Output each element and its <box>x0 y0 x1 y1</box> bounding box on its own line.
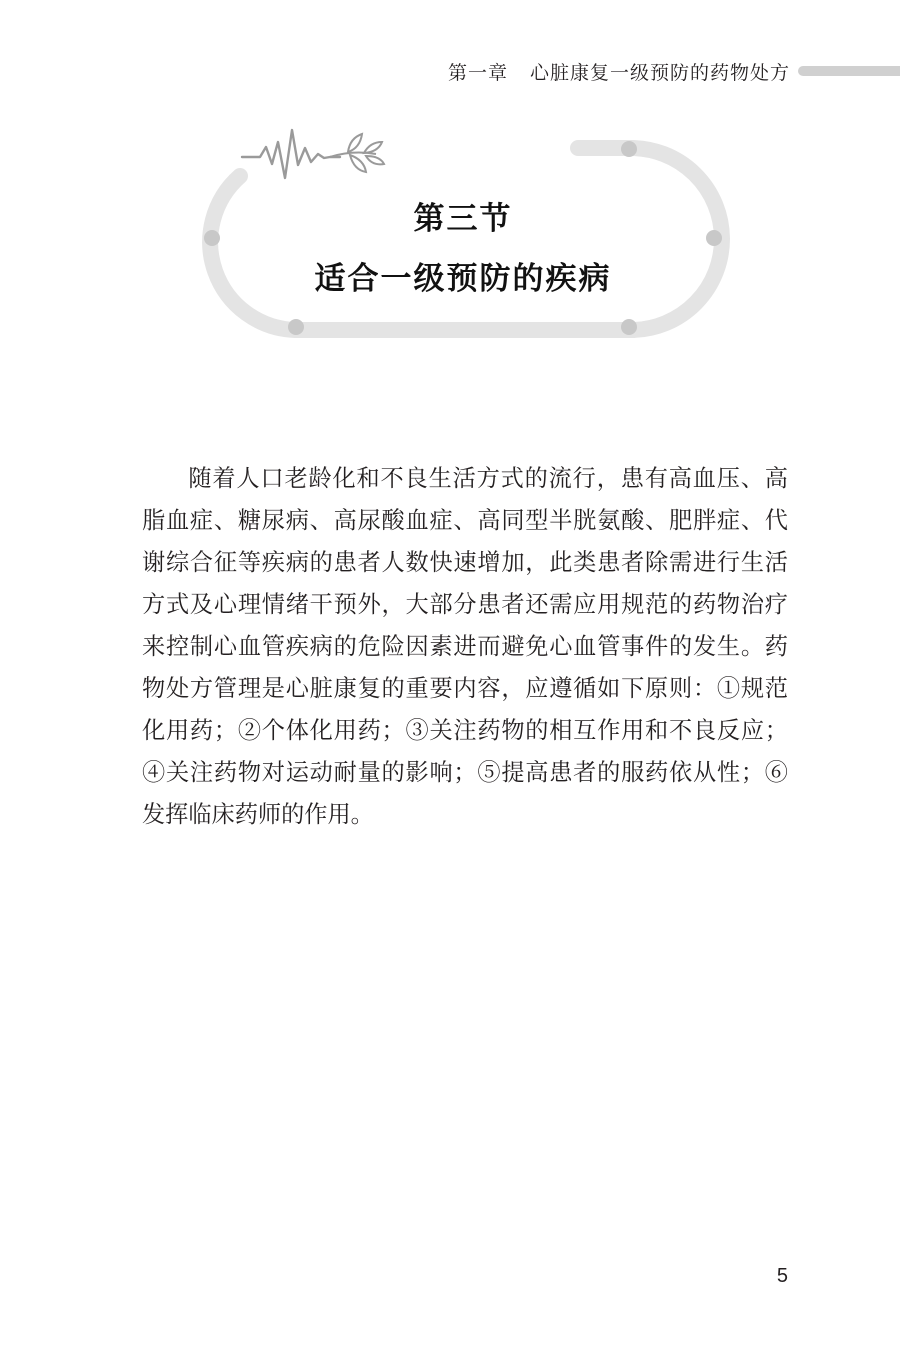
header-bar <box>798 66 900 76</box>
chapter-title: 心脏康复一级预防的药物处方 <box>529 62 790 84</box>
leaf-sprig-icon <box>330 134 384 172</box>
section-title: 适合一级预防的疾病 <box>314 261 612 297</box>
page-number: 5 <box>776 1265 788 1287</box>
running-header <box>380 58 790 85</box>
section-number: 第三节 <box>413 201 513 237</box>
chapter-number: 第一章 <box>447 62 508 84</box>
dot-decoration <box>288 319 304 335</box>
right-arc-decoration <box>578 148 722 330</box>
dot-decoration <box>621 319 637 335</box>
body-paragraph: 随着人口老龄化和不良生活方式的流行，患有高血压、高脂血症、糖尿病、高尿酸血症、高同型半胱氨酸、肥胖症、代谢综合征等疾病的患者人数快速增加，此类患者除需进行生活方式及心理情绪干预外，大部分患者还需应用规范的药物治疗来控制心血管疾病的危险因素进而避免心血管事件的发生。药物处方管理是心脏康复的重要内容，应遵循如下原则：①规范化用药；②个体化用药；③关注药物的相互作用和不良反应；④关注药物对运动耐量的影响；⑤提高患者的服药依从性；⑥发挥临床药师的作用。 <box>142 465 788 828</box>
body-text <box>142 458 788 836</box>
heartbeat-line-icon <box>242 130 340 178</box>
dot-decoration <box>621 141 637 157</box>
